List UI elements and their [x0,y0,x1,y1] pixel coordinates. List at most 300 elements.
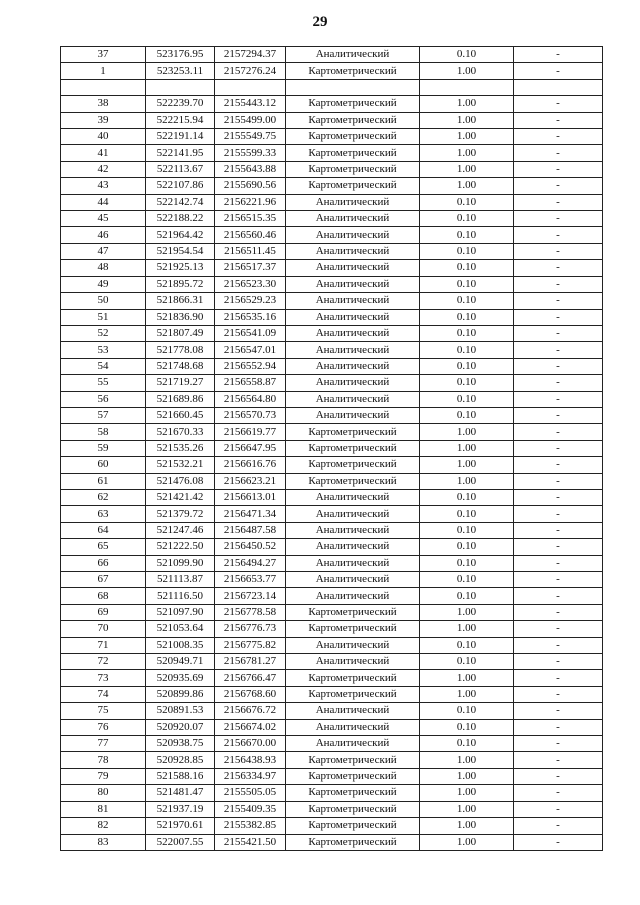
y-coordinate-cell: 2156515.35 [215,211,286,227]
point-number-cell: 72 [61,654,146,670]
point-number-cell: 38 [61,96,146,112]
note-cell: - [514,818,603,834]
x-coordinate-cell: 520938.75 [146,736,215,752]
note-cell: - [514,194,603,210]
x-coordinate-cell: 520891.53 [146,703,215,719]
table-row [61,785,603,801]
y-coordinate-cell: 2156471.34 [215,506,286,522]
x-coordinate-cell: 520935.69 [146,670,215,686]
note-cell: - [514,47,603,63]
note-cell: - [514,96,603,112]
accuracy-cell: 0.10 [420,194,514,210]
table-row [61,440,603,456]
y-coordinate-cell: 2155443.12 [215,96,286,112]
point-number-cell: 49 [61,276,146,292]
y-coordinate-cell: 2156560.46 [215,227,286,243]
point-number-cell: 54 [61,358,146,374]
x-coordinate-cell: 521247.46 [146,522,215,538]
y-coordinate-cell: 2155409.35 [215,801,286,817]
point-number-cell: 55 [61,375,146,391]
table-row [61,194,603,210]
method-cell: Аналитический [286,391,420,407]
table-row [61,96,603,112]
note-cell: - [514,161,603,177]
note-cell: - [514,719,603,735]
y-coordinate-cell: 2156552.94 [215,358,286,374]
method-cell: Аналитический [286,588,420,604]
x-coordinate-cell: 521053.64 [146,621,215,637]
point-number-cell [61,79,146,95]
accuracy-cell: 1.00 [420,621,514,637]
accuracy-cell: 0.10 [420,260,514,276]
accuracy-cell: 1.00 [420,178,514,194]
note-cell: - [514,522,603,538]
table-row [61,145,603,161]
y-coordinate-cell: 2156676.72 [215,703,286,719]
point-number-cell: 41 [61,145,146,161]
table-row [61,424,603,440]
note-cell: - [514,243,603,259]
note-cell: - [514,178,603,194]
table-row [61,358,603,374]
table-row [61,768,603,784]
table-row [61,621,603,637]
note-cell: - [514,112,603,128]
accuracy-cell: 0.10 [420,293,514,309]
point-number-cell: 71 [61,637,146,653]
x-coordinate-cell: 521588.16 [146,768,215,784]
table-row [61,79,603,95]
y-coordinate-cell: 2155505.05 [215,785,286,801]
note-cell: - [514,276,603,292]
table-row [61,637,603,653]
table-row [61,342,603,358]
table-row [61,604,603,620]
note-cell: - [514,736,603,752]
method-cell: Аналитический [286,703,420,719]
table-row [61,227,603,243]
method-cell: Аналитический [286,276,420,292]
x-coordinate-cell: 520899.86 [146,686,215,702]
table-row [61,588,603,604]
x-coordinate-cell: 521222.50 [146,539,215,555]
table-row [61,47,603,63]
method-cell: Аналитический [286,309,420,325]
note-cell: - [514,637,603,653]
point-number-cell: 64 [61,522,146,538]
method-cell: Аналитический [286,522,420,538]
point-number-cell: 73 [61,670,146,686]
table-row [61,457,603,473]
method-cell: Картометрический [286,670,420,686]
point-number-cell: 45 [61,211,146,227]
point-number-cell: 78 [61,752,146,768]
x-coordinate-cell: 521670.33 [146,424,215,440]
accuracy-cell: 0.10 [420,588,514,604]
table-row [61,555,603,571]
table-row [61,719,603,735]
x-coordinate-cell [146,79,215,95]
accuracy-cell: 1.00 [420,145,514,161]
x-coordinate-cell: 521379.72 [146,506,215,522]
x-coordinate-cell: 521937.19 [146,801,215,817]
accuracy-cell: 0.10 [420,637,514,653]
point-number-cell: 43 [61,178,146,194]
point-number-cell: 83 [61,834,146,850]
accuracy-cell: 0.10 [420,325,514,341]
method-cell: Картометрический [286,801,420,817]
note-cell: - [514,539,603,555]
point-number-cell: 52 [61,325,146,341]
accuracy-cell: 1.00 [420,834,514,850]
table-row [61,178,603,194]
y-coordinate-cell: 2156558.87 [215,375,286,391]
table-row [61,736,603,752]
y-coordinate-cell: 2156766.47 [215,670,286,686]
accuracy-cell: 0.10 [420,539,514,555]
y-coordinate-cell: 2156523.30 [215,276,286,292]
coordinates-table [60,46,603,851]
y-coordinate-cell [215,79,286,95]
point-number-cell: 77 [61,736,146,752]
table-row [61,670,603,686]
x-coordinate-cell: 521660.45 [146,407,215,423]
accuracy-cell: 0.10 [420,375,514,391]
method-cell: Картометрический [286,161,420,177]
accuracy-cell: 0.10 [420,489,514,505]
method-cell: Картометрический [286,834,420,850]
x-coordinate-cell: 521954.54 [146,243,215,259]
accuracy-cell: 0.10 [420,555,514,571]
y-coordinate-cell: 2156511.45 [215,243,286,259]
accuracy-cell: 1.00 [420,161,514,177]
x-coordinate-cell: 521097.90 [146,604,215,620]
x-coordinate-cell: 521116.50 [146,588,215,604]
point-number-cell: 56 [61,391,146,407]
y-coordinate-cell: 2156529.23 [215,293,286,309]
y-coordinate-cell: 2156541.09 [215,325,286,341]
x-coordinate-cell: 520920.07 [146,719,215,735]
method-cell: Картометрический [286,686,420,702]
y-coordinate-cell: 2157276.24 [215,63,286,79]
note-cell: - [514,604,603,620]
accuracy-cell: 1.00 [420,473,514,489]
method-cell: Аналитический [286,506,420,522]
method-cell: Аналитический [286,325,420,341]
point-number-cell: 48 [61,260,146,276]
method-cell: Аналитический [286,260,420,276]
x-coordinate-cell: 521689.86 [146,391,215,407]
table-row [61,243,603,259]
y-coordinate-cell: 2157294.37 [215,47,286,63]
y-coordinate-cell: 2156723.14 [215,588,286,604]
y-coordinate-cell: 2156670.00 [215,736,286,752]
accuracy-cell: 1.00 [420,670,514,686]
point-number-cell: 68 [61,588,146,604]
table-row [61,473,603,489]
table-row [61,325,603,341]
method-cell: Аналитический [286,293,420,309]
table-row [61,572,603,588]
accuracy-cell: 0.10 [420,211,514,227]
note-cell: - [514,785,603,801]
accuracy-cell: 0.10 [420,47,514,63]
method-cell: Картометрический [286,604,420,620]
note-cell: - [514,260,603,276]
note-cell: - [514,407,603,423]
method-cell: Аналитический [286,375,420,391]
note-cell: - [514,358,603,374]
y-coordinate-cell: 2156653.77 [215,572,286,588]
y-coordinate-cell: 2156647.95 [215,440,286,456]
method-cell [286,79,420,95]
table-row [61,539,603,555]
point-number-cell: 65 [61,539,146,555]
table-row [61,276,603,292]
table-row [61,752,603,768]
accuracy-cell: 0.10 [420,654,514,670]
method-cell: Аналитический [286,637,420,653]
y-coordinate-cell: 2156570.73 [215,407,286,423]
accuracy-cell: 0.10 [420,276,514,292]
note-cell: - [514,588,603,604]
x-coordinate-cell: 520949.71 [146,654,215,670]
y-coordinate-cell: 2156334.97 [215,768,286,784]
point-number-cell: 58 [61,424,146,440]
point-number-cell: 61 [61,473,146,489]
y-coordinate-cell: 2156494.27 [215,555,286,571]
note-cell: - [514,424,603,440]
note-cell: - [514,752,603,768]
y-coordinate-cell: 2155549.75 [215,129,286,145]
point-number-cell: 47 [61,243,146,259]
accuracy-cell: 1.00 [420,112,514,128]
method-cell: Картометрический [286,424,420,440]
accuracy-cell: 0.10 [420,572,514,588]
accuracy-cell: 1.00 [420,457,514,473]
point-number-cell: 37 [61,47,146,63]
y-coordinate-cell: 2156619.77 [215,424,286,440]
table-row [61,703,603,719]
table-row [61,375,603,391]
point-number-cell: 59 [61,440,146,456]
point-number-cell: 44 [61,194,146,210]
table-row [61,63,603,79]
point-number-cell: 70 [61,621,146,637]
coordinates-table-body [61,47,603,851]
x-coordinate-cell: 521925.13 [146,260,215,276]
table-row [61,801,603,817]
point-number-cell: 46 [61,227,146,243]
accuracy-cell: 1.00 [420,818,514,834]
point-number-cell: 82 [61,818,146,834]
table-row [61,686,603,702]
y-coordinate-cell: 2156535.16 [215,309,286,325]
method-cell: Аналитический [286,243,420,259]
y-coordinate-cell: 2155643.88 [215,161,286,177]
table-row [61,260,603,276]
y-coordinate-cell: 2155599.33 [215,145,286,161]
y-coordinate-cell: 2156564.80 [215,391,286,407]
y-coordinate-cell: 2156221.96 [215,194,286,210]
y-coordinate-cell: 2156487.58 [215,522,286,538]
point-number-cell: 42 [61,161,146,177]
y-coordinate-cell: 2156768.60 [215,686,286,702]
note-cell: - [514,670,603,686]
y-coordinate-cell: 2156776.73 [215,621,286,637]
table-row [61,818,603,834]
y-coordinate-cell: 2156778.58 [215,604,286,620]
method-cell: Картометрический [286,145,420,161]
x-coordinate-cell: 521421.42 [146,489,215,505]
method-cell: Картометрический [286,178,420,194]
accuracy-cell: 1.00 [420,96,514,112]
accuracy-cell: 1.00 [420,686,514,702]
accuracy-cell: 1.00 [420,424,514,440]
accuracy-cell: 0.10 [420,736,514,752]
page-number: 29 [312,14,328,30]
method-cell: Аналитический [286,572,420,588]
method-cell: Аналитический [286,407,420,423]
note-cell: - [514,489,603,505]
table-row [61,391,603,407]
accuracy-cell: 1.00 [420,768,514,784]
point-number-cell: 80 [61,785,146,801]
method-cell: Картометрический [286,440,420,456]
note-cell: - [514,293,603,309]
accuracy-cell [420,79,514,95]
x-coordinate-cell: 521895.72 [146,276,215,292]
note-cell: - [514,506,603,522]
note-cell: - [514,686,603,702]
method-cell: Аналитический [286,736,420,752]
accuracy-cell: 0.10 [420,309,514,325]
note-cell: - [514,834,603,850]
x-coordinate-cell: 521532.21 [146,457,215,473]
method-cell: Аналитический [286,539,420,555]
x-coordinate-cell: 521719.27 [146,375,215,391]
method-cell: Аналитический [286,489,420,505]
y-coordinate-cell: 2156623.21 [215,473,286,489]
accuracy-cell: 0.10 [420,391,514,407]
method-cell: Картометрический [286,473,420,489]
y-coordinate-cell: 2155499.00 [215,112,286,128]
x-coordinate-cell: 522191.14 [146,129,215,145]
method-cell: Картометрический [286,768,420,784]
y-coordinate-cell: 2155421.50 [215,834,286,850]
x-coordinate-cell: 521778.08 [146,342,215,358]
method-cell: Картометрический [286,818,420,834]
note-cell: - [514,572,603,588]
table-row [61,522,603,538]
point-number-cell: 75 [61,703,146,719]
point-number-cell: 39 [61,112,146,128]
point-number-cell: 66 [61,555,146,571]
accuracy-cell: 0.10 [420,703,514,719]
accuracy-cell: 0.10 [420,227,514,243]
x-coordinate-cell: 520928.85 [146,752,215,768]
y-coordinate-cell: 2156775.82 [215,637,286,653]
x-coordinate-cell: 521535.26 [146,440,215,456]
x-coordinate-cell: 521748.68 [146,358,215,374]
note-cell: - [514,473,603,489]
table-row [61,489,603,505]
y-coordinate-cell: 2156438.93 [215,752,286,768]
note-cell: - [514,801,603,817]
note-cell: - [514,654,603,670]
note-cell: - [514,325,603,341]
x-coordinate-cell: 522113.67 [146,161,215,177]
point-number-cell: 40 [61,129,146,145]
x-coordinate-cell: 521807.49 [146,325,215,341]
x-coordinate-cell: 522215.94 [146,112,215,128]
note-cell: - [514,375,603,391]
accuracy-cell: 1.00 [420,801,514,817]
method-cell: Аналитический [286,719,420,735]
method-cell: Картометрический [286,752,420,768]
point-number-cell: 79 [61,768,146,784]
note-cell: - [514,621,603,637]
table-row [61,654,603,670]
point-number-cell: 62 [61,489,146,505]
method-cell: Картометрический [286,621,420,637]
y-coordinate-cell: 2155382.85 [215,818,286,834]
table-row [61,293,603,309]
point-number-cell: 53 [61,342,146,358]
y-coordinate-cell: 2156517.37 [215,260,286,276]
accuracy-cell: 1.00 [420,440,514,456]
table-row [61,211,603,227]
note-cell: - [514,211,603,227]
point-number-cell: 81 [61,801,146,817]
y-coordinate-cell: 2156616.76 [215,457,286,473]
x-coordinate-cell: 522239.70 [146,96,215,112]
x-coordinate-cell: 523253.11 [146,63,215,79]
method-cell: Картометрический [286,129,420,145]
x-coordinate-cell: 521970.61 [146,818,215,834]
point-number-cell: 1 [61,63,146,79]
x-coordinate-cell: 522141.95 [146,145,215,161]
x-coordinate-cell: 522107.86 [146,178,215,194]
method-cell: Картометрический [286,457,420,473]
table-row [61,309,603,325]
accuracy-cell: 1.00 [420,129,514,145]
note-cell: - [514,391,603,407]
method-cell: Аналитический [286,227,420,243]
accuracy-cell: 0.10 [420,719,514,735]
note-cell: - [514,145,603,161]
accuracy-cell: 0.10 [420,506,514,522]
accuracy-cell: 1.00 [420,604,514,620]
note-cell: - [514,227,603,243]
method-cell: Картометрический [286,785,420,801]
note-cell: - [514,440,603,456]
x-coordinate-cell: 523176.95 [146,47,215,63]
x-coordinate-cell: 521964.42 [146,227,215,243]
y-coordinate-cell: 2156450.52 [215,539,286,555]
method-cell: Аналитический [286,47,420,63]
x-coordinate-cell: 521481.47 [146,785,215,801]
note-cell: - [514,703,603,719]
table-row [61,834,603,850]
table-row [61,407,603,423]
accuracy-cell: 0.10 [420,522,514,538]
accuracy-cell: 0.10 [420,407,514,423]
accuracy-cell: 1.00 [420,785,514,801]
x-coordinate-cell: 521476.08 [146,473,215,489]
y-coordinate-cell: 2156547.01 [215,342,286,358]
point-number-cell: 60 [61,457,146,473]
